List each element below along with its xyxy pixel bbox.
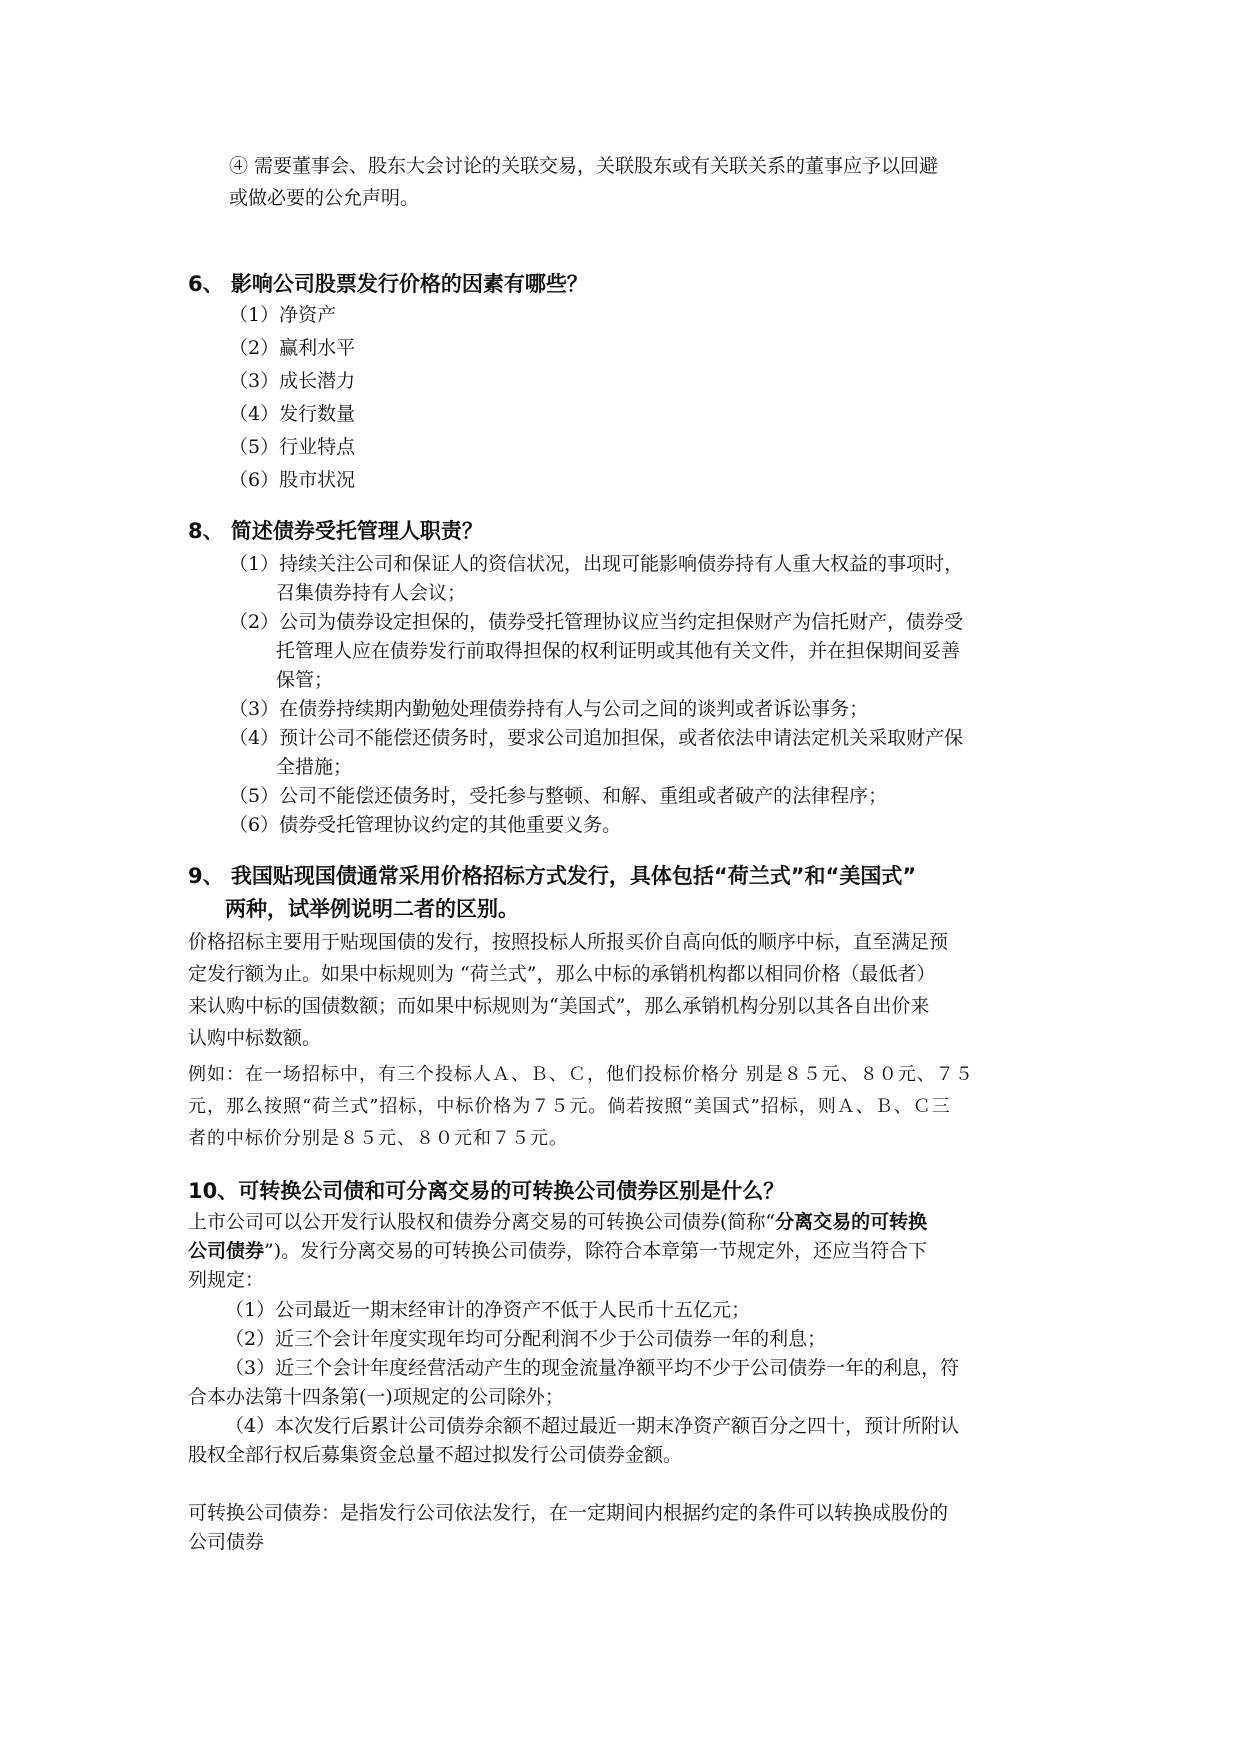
q6-item: （2）赢利水平 bbox=[229, 337, 356, 359]
q8-line: （3）在债券持续期内勤勉处理债券持有人与公司之间的谈判或者诉讼事务； bbox=[229, 698, 869, 720]
intro-line-1: ④ 需要董事会、股东大会讨论的关联交易，关联股东或有关联关系的董事应予以回避 bbox=[229, 155, 939, 177]
q8-line: 保管； bbox=[276, 669, 334, 691]
q10-item: （2）近三个会计年度实现年均可分配利润不少于公司债券一年的利息； bbox=[225, 1328, 827, 1350]
q8-line: 召集债券持有人会议； bbox=[276, 582, 467, 604]
q9-example-line: 例如：在一场招标中，有三个投标人Ａ、Ｂ、Ｃ，他们投标价格分 别是８５元、８０元、７５ bbox=[188, 1064, 974, 1085]
q10-item: 股权全部行权后募集资金总量不超过拟发行公司债券金额。 bbox=[188, 1444, 683, 1466]
q10-item: （3）近三个会计年度经营活动产生的现金流量净额平均不少于公司债券一年的利息，符 bbox=[225, 1357, 960, 1379]
q8-line: （2）公司为债券设定担保的，债券受托管理协议应当约定担保财产为信托财产，债券受 bbox=[229, 611, 964, 633]
q10-item: （1）公司最近一期末经审计的净资产不低于人民币十五亿元； bbox=[225, 1299, 751, 1321]
q8-heading: 8、 简述债券受托管理人职责？ bbox=[188, 519, 483, 543]
q6-item: （4）发行数量 bbox=[229, 403, 356, 425]
q10-term-bold: 分离交易的可转换 bbox=[775, 1211, 928, 1233]
q8-line: （6）债券受托管理协议约定的其他重要义务。 bbox=[229, 814, 622, 836]
q10-definition-line-2: 公司债券 bbox=[188, 1531, 265, 1553]
q9-line: 价格招标主要用于贴现国债的发行，按照投标人所报买价自高向低的顺序中标，直至满足预 bbox=[188, 931, 949, 953]
q8-line: 托管理人应在债券发行前取得担保的权利证明或其他有关文件，并在担保期间妥善 bbox=[276, 640, 961, 662]
q9-line: 认购中标数额。 bbox=[188, 1027, 322, 1049]
q10-definition-line-1: 可转换公司债券：是指发行公司依法发行，在一定期间内根据约定的条件可以转换成股份的 bbox=[188, 1502, 949, 1524]
q10-para-line-2 bbox=[188, 1235, 927, 1268]
q6-item: （1）净资产 bbox=[229, 304, 337, 326]
q9-heading-line-1: 9、 我国贴现国债通常采用价格招标方式发行，具体包括“荷兰式”和“美国式” bbox=[188, 864, 917, 888]
q6-heading: 6、 影响公司股票发行价格的因素有哪些？ bbox=[188, 272, 588, 296]
q8-line: （4）预计公司不能偿还债务时，要求公司追加担保，或者依法申请法定机关采取财产保 bbox=[229, 727, 964, 749]
q9-heading-line-2: 两种，试举例说明二者的区别。 bbox=[225, 897, 519, 921]
q10-item: （4）本次发行后累计公司债券余额不超过最近一期末净资产额百分之四十，预计所附认 bbox=[225, 1415, 960, 1437]
q9-line: 定发行额为止。如果中标规则为 “荷兰式”，那么中标的承销机构都以相同价格（最低者） bbox=[188, 963, 936, 985]
q9-example-line: 元，那么按照“荷兰式”招标，中标价格为７５元。倘若按照“美国式”招标，则Ａ、Ｂ、Ｃ三 bbox=[188, 1096, 951, 1117]
q6-item: （5）行业特点 bbox=[229, 436, 356, 458]
q10-item: 合本办法第十四条第(一)项规定的公司除外； bbox=[188, 1386, 564, 1408]
q9-line: 来认购中标的国债数额；而如果中标规则为“美国式”，那么承销机构分别以其各自出价来 bbox=[188, 995, 930, 1017]
q8-line: 全措施； bbox=[276, 756, 353, 778]
q9-example-line: 者的中标价分别是８５元、８０元和７５元。 bbox=[188, 1128, 568, 1149]
q6-item: （3）成长潜力 bbox=[229, 370, 356, 392]
q10-para-text: 上市公司可以公开发行认股权和债券分离交易的可转换公司债券(简称“ bbox=[188, 1211, 776, 1233]
q6-item: （6）股市状况 bbox=[229, 469, 356, 491]
q8-line: （5）公司不能偿还债务时，受托参与整顿、和解、重组或者破产的法律程序； bbox=[229, 785, 888, 807]
q8-line: （1）持续关注公司和保证人的资信状况，出现可能影响债券持有人重大权益的事项时， bbox=[229, 553, 964, 575]
q10-term-bold: 公司债券 bbox=[188, 1240, 265, 1262]
q10-heading: 10、可转换公司债和可分离交易的可转换公司债券区别是什么？ bbox=[188, 1179, 785, 1203]
intro-line-2: 或做必要的公允声明。 bbox=[229, 187, 420, 209]
q10-para-text: ”)。发行分离交易的可转换公司债券，除符合本章第一节规定外，还应当符合下 bbox=[264, 1240, 928, 1262]
q10-para-line-3: 列规定： bbox=[188, 1269, 265, 1291]
